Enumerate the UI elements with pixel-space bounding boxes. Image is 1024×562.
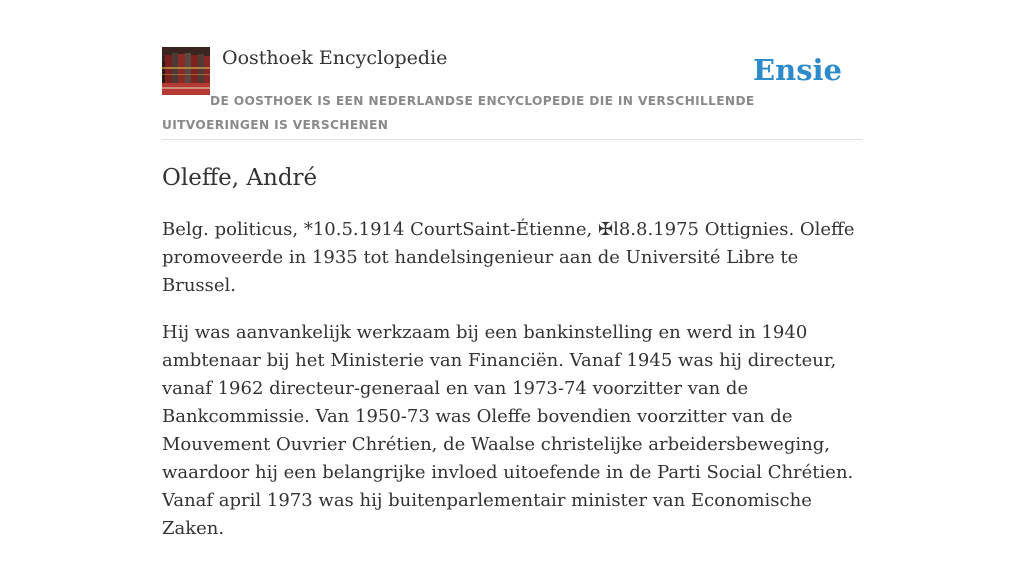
site-tagline: DE OOSTHOEK IS EEN NEDERLANDSE ENCYCLOPEDIE DIE IN VERSCHILLENDE UITVOERINGEN IS VERSCHENEN: [162, 94, 755, 132]
site-title[interactable]: Oosthoek Encyclopedie: [222, 47, 448, 69]
entry-body: [162, 216, 862, 562]
bookshelf-avatar-icon[interactable]: [162, 47, 210, 95]
header-divider: [162, 139, 862, 140]
entry-paragraph: Hij was aanvankelijk werkzaam bij een bankinstelling en werd in 1940 ambtenaar bij het Ministerie van Financiën. Vanaf 1945 was hij directeur, vanaf 1962 directeur-generaal en van 1973-74 voorzitter van de Bankcommissie. Van 1950-73 was Oleffe bovendien voorzitter van de Mouvement Ouvrier Chrétien, de Waalse christelijke arbeidersbeweging, waardoor hij een belangrijke invloed uitoefende in de Parti Social Chrétien. Vanaf april 1973 was hij buitenparlementair minister van Economische Zaken.: [162, 322, 854, 539]
entry-paragraph: Belg. politicus, *10.5.1914 CourtSaint-Étienne, ✠l8.8.1975 Ottignies. Oleffe promoveerde in 1935 tot handelsingenieur aan de Université Libre te Brussel.: [162, 219, 855, 296]
brand-logo[interactable]: Ensie: [753, 53, 842, 87]
entry-title: Oleffe, André: [162, 165, 318, 191]
